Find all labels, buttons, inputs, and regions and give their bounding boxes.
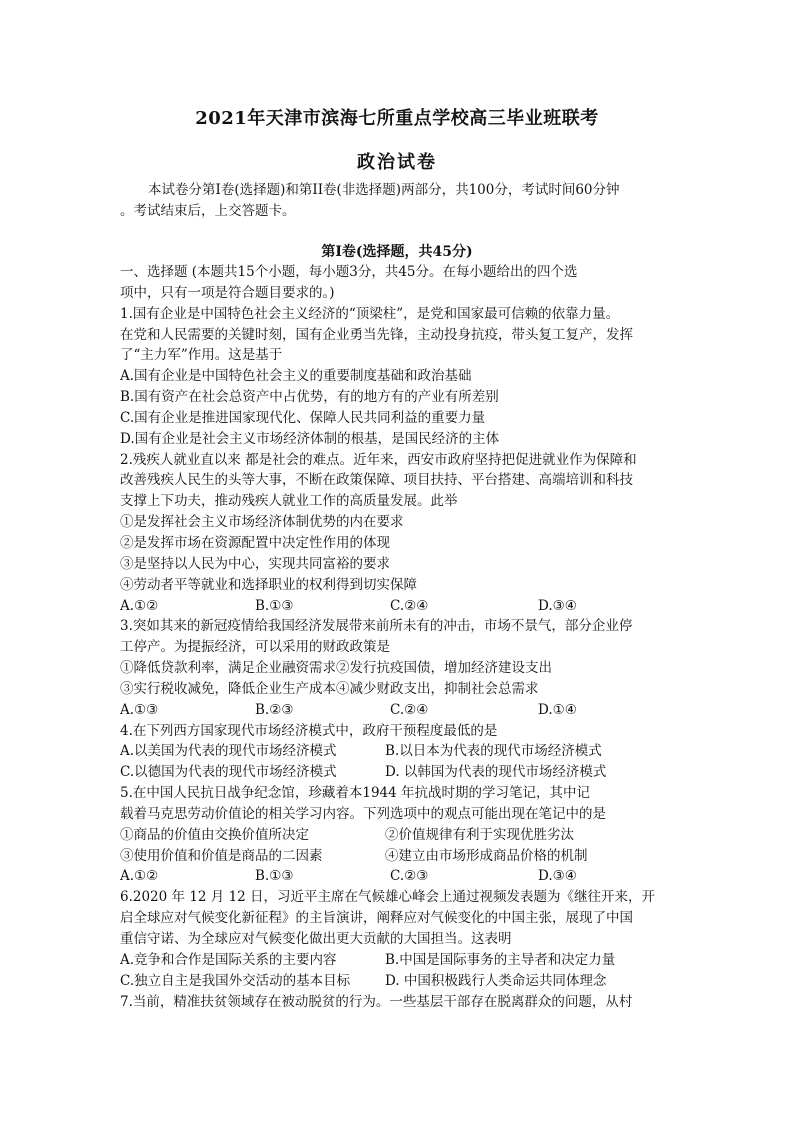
- statement: ①降低贷款利率，满足企业融资需求②发行抗疫国债，增加经济建设支出: [120, 660, 552, 677]
- exam-subtitle: 政治试卷: [357, 152, 437, 173]
- statement: ④劳动者平等就业和选择职业的权利得到切实保障: [120, 576, 417, 593]
- statement: ④建立由市场形成商品价格的机制: [385, 847, 588, 864]
- question-1: [120, 304, 690, 450]
- question-stem: 5.在中国人民抗日战争纪念馆，珍藏着本1944 年抗战时期的学习笔记，其中记: [120, 785, 591, 802]
- statement: ③使用价值和价值是商品的二因素: [120, 847, 323, 864]
- question-body: [120, 262, 690, 1012]
- statement: ③实行税收减免，降低企业生产成本④减少财政支出，抑制社会总需求: [120, 680, 539, 697]
- option-b: B.①③: [255, 597, 294, 614]
- option-b: B.中国是国际事务的主导者和决定力量: [385, 951, 616, 968]
- question-stem: 2.残疾人就业直以来 都是社会的难点。近年来，西安市政府坚持把促进就业作为保障和: [120, 451, 637, 468]
- option-d: D.③④: [538, 868, 577, 885]
- question-stem: 支撑上下功夫，推动残疾人就业工作的高质量发展。此举: [120, 493, 458, 510]
- question-stem: 载着马克思劳动价值论的相关学习内容。下列选项中的观点可能出现在笔记中的是: [120, 805, 606, 822]
- instruction-line: 项中，只有一项是符合题目要求的。): [120, 284, 335, 301]
- option-c: C.独立自主是我国外交活动的基本目标: [120, 972, 351, 989]
- option-b: B.国有资产在社会总资产中占优势，有的地方有的产业有所差别: [120, 389, 499, 406]
- option-b: B.①③: [255, 868, 294, 885]
- option-b: B.以日本为代表的现代市场经济模式: [385, 743, 602, 760]
- question-stem: 4.在下列西方国家现代市场经济模式中，政府干预程度最低的是: [120, 722, 498, 739]
- statement: ③是坚持以人民为中心，实现共同富裕的要求: [120, 555, 390, 572]
- question-5: [120, 783, 690, 887]
- question-stem: 改善残疾人民生的头等大事，不断在政策保障、项目扶持、平台搭建、高端培训和科技: [120, 472, 633, 489]
- question-stem: 3.突如其来的新冠疫情给我国经济发展带来前所未有的冲击，市场不景气，部分企业停: [120, 618, 633, 635]
- question-stem: 在党和人民需要的关键时刻，国有企业勇当先锋，主动投身抗疫，带头复工复产，发挥: [120, 326, 633, 343]
- intro-line: 本试卷分第I卷(选择题)和第II卷(非选择题)两部分，共100分，考试时间60分钟: [148, 182, 620, 198]
- question-stem: 6.2020 年 12 月 12 日，习近平主席在气候雄心峰会上通过视频发表题为《继往开来，开: [120, 889, 656, 906]
- question-4: [120, 721, 690, 784]
- option-c: C.国有企业是推进国家现代化、保障人民共同利益的重要力量: [120, 409, 486, 426]
- option-d: D.①④: [538, 701, 577, 718]
- option-d: D. 中国积极践行人类命运共同体理念: [385, 972, 607, 989]
- statement-row: [120, 825, 690, 846]
- question-3: [120, 616, 690, 720]
- instruction-line: 一、选择题 (本题共15个小题，每小题3分，共45分。在每小题给出的四个选: [120, 264, 578, 280]
- question-stem: 1.国有企业是中国特色社会主义经济的“顶梁柱”，是党和国家最可信赖的依靠力量。: [120, 305, 620, 322]
- option-c: C.以德国为代表的现代市场经济模式: [120, 764, 337, 781]
- option-c: C.②④: [390, 597, 429, 614]
- exam-title: 2021年天津市滨海七所重点学校高三毕业班联考: [195, 108, 599, 129]
- option-a: A.①③: [120, 701, 159, 718]
- statement: ②价值规律有利于实现优胜劣汰: [385, 826, 574, 843]
- option-row: [120, 762, 690, 783]
- statement: ①商品的价值由交换价值所决定: [120, 826, 309, 843]
- option-row: [120, 700, 690, 721]
- option-row: [120, 596, 690, 617]
- option-a: A.竞争和合作是国际关系的主要内容: [120, 951, 337, 968]
- option-row: [120, 741, 690, 762]
- option-a: A.国有企业是中国特色社会主义的重要制度基础和政治基础: [120, 368, 472, 385]
- statement: ②是发挥市场在资源配置中决定性作用的体现: [120, 534, 390, 551]
- statement-row: [120, 846, 690, 867]
- option-b: B.②③: [255, 701, 294, 718]
- question-6: [120, 887, 690, 991]
- option-d: D.国有企业是社会主义市场经济体制的根基，是国民经济的主体: [120, 430, 500, 447]
- option-d: D. 以韩国为代表的现代市场经济模式: [385, 764, 607, 781]
- question-stem: 工停产。为提振经济，可以采用的财政政策是: [120, 639, 390, 656]
- section-heading: 第I卷(选择题，共45分): [321, 244, 473, 260]
- option-row: [120, 866, 690, 887]
- question-stem: 了“主力军”作用。这是基于: [120, 347, 283, 364]
- statement: ①是发挥社会主义市场经济体制优势的内在要求: [120, 514, 404, 531]
- exam-intro: [120, 178, 690, 220]
- option-row: [120, 971, 690, 992]
- question-7: [120, 992, 690, 1013]
- option-a: A.①②: [120, 868, 159, 885]
- option-a: A.①②: [120, 597, 159, 614]
- option-d: D.③④: [538, 597, 577, 614]
- option-c: C.②③: [390, 868, 429, 885]
- question-2: [120, 450, 690, 617]
- option-a: A.以美国为代表的现代市场经济模式: [120, 743, 337, 760]
- intro-line: 。考试结束后，上交答题卡。: [120, 202, 296, 219]
- option-row: [120, 950, 690, 971]
- question-stem: 启全球应对气候变化新征程》的主旨演讲，阐释应对气候变化的中国主张，展现了中国: [120, 910, 633, 927]
- question-stem: 7.当前，精准扶贫领域存在被动脱贫的行为。一些基层干部存在脱离群众的问题，从村: [120, 993, 633, 1010]
- option-c: C.②④: [390, 701, 429, 718]
- question-stem: 重信守诺、为全球应对气候变化做出更大贡献的大国担当。这表明: [120, 931, 512, 947]
